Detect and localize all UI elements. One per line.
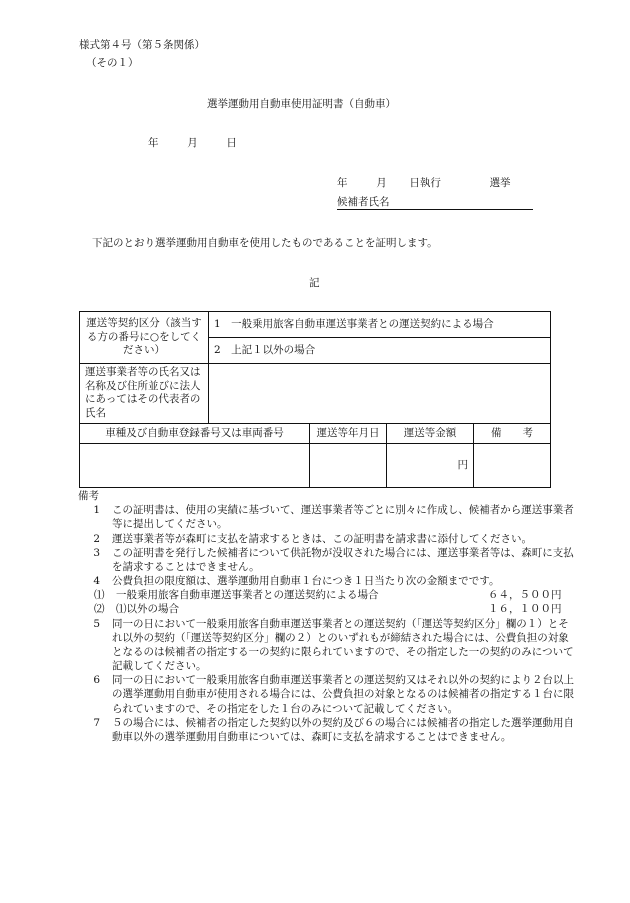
note-text: 運送事業者等が森町に支払を請求するときは、この証明書を請求書に添付してください。: [112, 532, 532, 545]
col-amount-header: 運送等金額: [387, 423, 474, 443]
notes-heading: 備考: [78, 490, 99, 502]
note-number: 5: [93, 617, 100, 630]
notes-section: [78, 489, 578, 744]
amount-field[interactable]: [387, 443, 474, 487]
note-number: 4: [93, 575, 100, 588]
note-number: 2: [93, 532, 100, 545]
note-item: [78, 716, 578, 744]
election-name: 選挙: [489, 177, 511, 189]
limit-number: ⑵: [94, 603, 105, 616]
col-vehicle-header: 車種及び自動車登録番号又は車両番号: [80, 423, 310, 443]
note-number: 7: [93, 716, 100, 729]
note-text: 同一の日において一般乗用旅客自動車運送事業者との運送契約又はそれ以外の契約により２台以上の選挙運動用自動車が使用される場合には、公費負担の対象となるのは候補者の指定する１台に限られていますので、その指定をした１台のみについて記載してください。: [112, 674, 574, 715]
note-item: [78, 532, 578, 546]
candidate-name-label: 候補者氏名: [337, 196, 390, 208]
contract-option-1: 1 一般乗用旅客自動車運送事業者との運送契約による場合: [209, 312, 551, 338]
note-number: 6: [93, 674, 100, 687]
col-remarks-header: 備 考: [474, 423, 551, 443]
limit-text: 一般乗用旅客自動車運送事業者との運送契約による場合: [116, 589, 379, 602]
certification-statement: 下記のとおり選挙運動用自動車を使用したものであることを証明します。: [92, 237, 438, 249]
col-date-header: 運送等年月日: [310, 423, 387, 443]
document-title: 選挙運動用自動車使用証明書（自動車）: [207, 98, 396, 110]
date-field[interactable]: [310, 443, 387, 487]
yen-unit: 円: [457, 458, 468, 471]
limit-amount: １６，１００円: [488, 603, 562, 616]
note-text: ５の場合には、候補者の指定した契約以外の契約及び６の場合には候補者の指定した選挙運動用自動車以外の選挙運動用自動車については、森町に支払を請求することはできません。: [112, 716, 574, 743]
issue-date: [148, 136, 237, 150]
limit-item: [78, 588, 578, 602]
note-item: [78, 503, 578, 531]
note-number: 1: [93, 504, 100, 517]
note-item: [78, 673, 578, 716]
candidate-name-line: [337, 195, 533, 210]
limit-item: [78, 602, 578, 616]
form-part: （その１）: [86, 57, 139, 69]
remarks-field[interactable]: [474, 443, 551, 487]
note-text: 公費負担の限度額は、選挙運動用自動車１台につき１日当たり次の金額までです。: [112, 575, 500, 588]
note-text: この証明書を発行した候補者について供託物が没収された場合には、運送事業者等は、森町に支払を請求することはできません。: [112, 546, 574, 573]
limit-text: ⑴以外の場合: [116, 603, 179, 616]
election-month: 月: [376, 177, 387, 189]
election-line: [337, 176, 511, 190]
note-text: 同一の日において一般乗用旅客自動車運送事業者との運送契約（「運送等契約区分」欄の１）とそれ以外の契約（「運送等契約区分」欄の２）とのいずれもが締結された場合には、公費負担の対象となるのは候補者の指定する一の契約に限られていますので、その指定した一の契約のみについて記載してください。: [112, 617, 574, 673]
contract-type-label: 運送等契約区分（該当する方の番号に○をしてください）: [80, 312, 209, 364]
ki-marker: 記: [309, 277, 320, 289]
vehicle-field[interactable]: [80, 443, 310, 487]
contract-option-2: 2 上記１以外の場合: [209, 338, 551, 364]
form-number: 様式第４号（第５条関係）: [79, 39, 205, 51]
note-item: [78, 574, 578, 588]
limit-number: ⑴: [94, 589, 105, 602]
month-label: 月: [187, 137, 198, 149]
election-held: 日執行: [409, 177, 441, 189]
note-item: [78, 617, 578, 674]
note-number: 3: [93, 546, 100, 559]
limit-amount: ６４，５００円: [488, 589, 562, 602]
day-label: 日: [226, 137, 237, 149]
operator-label: 運送事業者等の氏名又は名称及び住所並びに法人にあってはその代表者の氏名: [80, 364, 209, 424]
operator-field[interactable]: [209, 364, 551, 424]
certificate-table: [79, 311, 551, 488]
year-label: 年: [148, 137, 159, 149]
election-year: 年: [337, 177, 348, 189]
note-item: [78, 546, 578, 574]
note-text: この証明書は、使用の実績に基づいて、運送事業者等ごとに別々に作成し、候補者から運送事業者等に提出してください。: [112, 504, 574, 531]
